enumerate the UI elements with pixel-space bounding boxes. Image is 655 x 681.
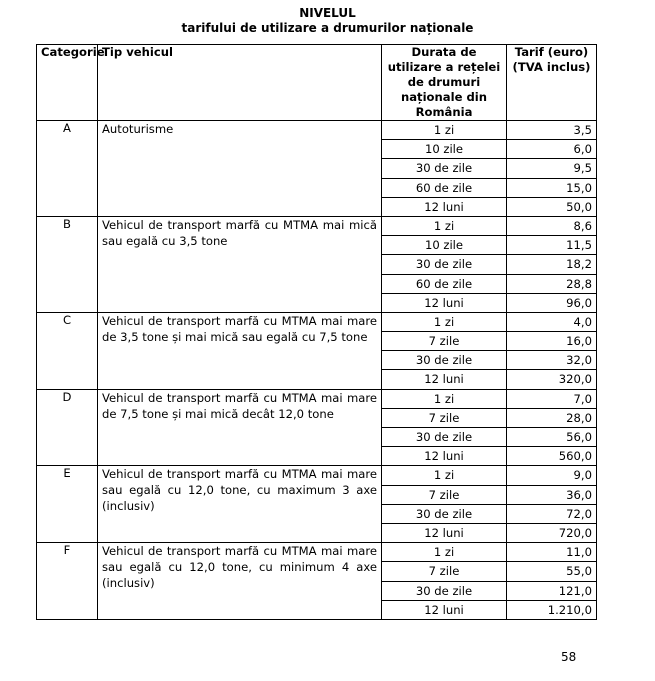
page-number: 58 xyxy=(561,650,577,664)
duration-cell: 1 zi xyxy=(382,312,507,331)
table-row xyxy=(37,466,597,485)
vehicle-type: Vehicul de transport marfă cu MTMA mai mică sau egală cu 3,5 tone xyxy=(98,216,382,312)
vehicle-type: Vehicul de transport marfă cu MTMA mai mare sau egală cu 12,0 tone, cu maximum 3 axe (inclusiv) xyxy=(98,466,382,543)
table-row xyxy=(37,216,597,235)
duration-cell: 7 zile xyxy=(382,408,507,427)
category-code: E xyxy=(37,466,98,543)
table-row xyxy=(37,121,597,140)
header-durata: Durata de utilizare a rețelei de drumuri naționale din România xyxy=(382,45,507,121)
table-header-row xyxy=(37,45,597,121)
tariff-cell: 121,0 xyxy=(507,581,597,600)
duration-cell: 12 luni xyxy=(382,600,507,619)
duration-cell: 30 de zile xyxy=(382,504,507,523)
category-code: F xyxy=(37,543,98,620)
tariff-cell: 11,0 xyxy=(507,543,597,562)
header-tarif: Tarif (euro) (TVA inclus) xyxy=(507,45,597,121)
tariff-cell: 7,0 xyxy=(507,389,597,408)
page-title: NIVELUL xyxy=(299,6,356,20)
duration-cell: 30 de zile xyxy=(382,159,507,178)
duration-cell: 7 zile xyxy=(382,332,507,351)
duration-cell: 10 zile xyxy=(382,236,507,255)
tariff-cell: 28,8 xyxy=(507,274,597,293)
duration-cell: 1 zi xyxy=(382,121,507,140)
duration-cell: 1 zi xyxy=(382,543,507,562)
duration-cell: 12 luni xyxy=(382,293,507,312)
tariff-cell: 320,0 xyxy=(507,370,597,389)
vehicle-type: Autoturisme xyxy=(98,121,382,217)
tariff-cell: 1.210,0 xyxy=(507,600,597,619)
table-row xyxy=(37,312,597,331)
tariff-cell: 720,0 xyxy=(507,523,597,542)
tariff-cell: 36,0 xyxy=(507,485,597,504)
table-row xyxy=(37,389,597,408)
duration-cell: 12 luni xyxy=(382,523,507,542)
table-row xyxy=(37,543,597,562)
category-code: A xyxy=(37,121,98,217)
category-code: B xyxy=(37,216,98,312)
category-code: C xyxy=(37,312,98,389)
tariff-cell: 4,0 xyxy=(507,312,597,331)
vehicle-type: Vehicul de transport marfă cu MTMA mai mare sau egală cu 12,0 tone, cu minimum 4 axe (inclusiv) xyxy=(98,543,382,620)
duration-cell: 30 de zile xyxy=(382,351,507,370)
duration-cell: 10 zile xyxy=(382,140,507,159)
page-subtitle: tarifului de utilizare a drumurilor naționale xyxy=(181,21,474,35)
duration-cell: 12 luni xyxy=(382,197,507,216)
duration-cell: 60 de zile xyxy=(382,274,507,293)
duration-cell: 30 de zile xyxy=(382,428,507,447)
duration-cell: 1 zi xyxy=(382,216,507,235)
tariff-cell: 3,5 xyxy=(507,121,597,140)
tariff-cell: 96,0 xyxy=(507,293,597,312)
tariff-cell: 11,5 xyxy=(507,236,597,255)
tariff-cell: 56,0 xyxy=(507,428,597,447)
duration-cell: 7 zile xyxy=(382,485,507,504)
duration-cell: 12 luni xyxy=(382,370,507,389)
duration-cell: 60 de zile xyxy=(382,178,507,197)
tariff-cell: 50,0 xyxy=(507,197,597,216)
tariff-cell: 8,6 xyxy=(507,216,597,235)
tariff-cell: 55,0 xyxy=(507,562,597,581)
tariff-cell: 15,0 xyxy=(507,178,597,197)
header-categorie: Categorie xyxy=(37,45,98,121)
tariff-cell: 28,0 xyxy=(507,408,597,427)
duration-cell: 12 luni xyxy=(382,447,507,466)
vehicle-type: Vehicul de transport marfă cu MTMA mai mare de 7,5 tone și mai mică decât 12,0 tone xyxy=(98,389,382,466)
table-body xyxy=(37,121,597,620)
header-tip-vehicul: Tip vehicul xyxy=(98,45,382,121)
tariff-cell: 18,2 xyxy=(507,255,597,274)
tariff-cell: 6,0 xyxy=(507,140,597,159)
duration-cell: 30 de zile xyxy=(382,581,507,600)
tariff-cell: 560,0 xyxy=(507,447,597,466)
tariff-cell: 9,0 xyxy=(507,466,597,485)
tariff-table xyxy=(36,44,597,620)
tariff-cell: 72,0 xyxy=(507,504,597,523)
tariff-cell: 9,5 xyxy=(507,159,597,178)
duration-cell: 7 zile xyxy=(382,562,507,581)
duration-cell: 30 de zile xyxy=(382,255,507,274)
tariff-cell: 32,0 xyxy=(507,351,597,370)
tariff-cell: 16,0 xyxy=(507,332,597,351)
duration-cell: 1 zi xyxy=(382,466,507,485)
vehicle-type: Vehicul de transport marfă cu MTMA mai mare de 3,5 tone și mai mică sau egală cu 7,5 tone xyxy=(98,312,382,389)
category-code: D xyxy=(37,389,98,466)
duration-cell: 1 zi xyxy=(382,389,507,408)
